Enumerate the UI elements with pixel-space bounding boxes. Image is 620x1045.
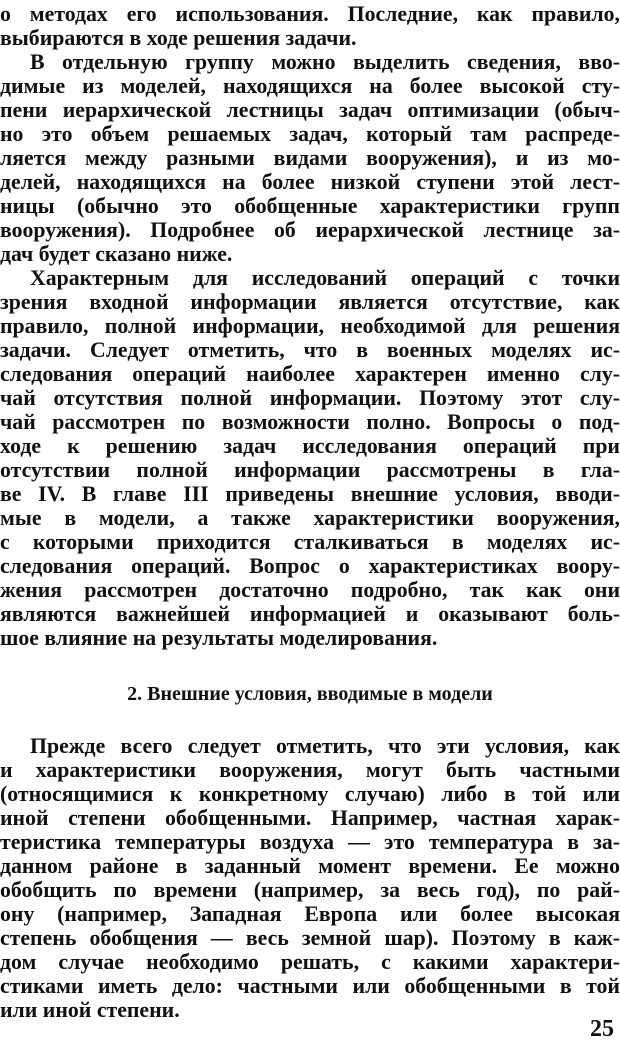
text-line: ходе к решению задач исследования операций при bbox=[0, 434, 620, 458]
text-line: являются важнейшей информацией и оказывают боль- bbox=[0, 602, 620, 626]
text-line: следования операций. Вопрос о характеристиках воору- bbox=[0, 554, 620, 578]
text-line: ляется между разными видами вооружения), и из мо- bbox=[0, 146, 620, 170]
text-line: степень обобщения — весь земной шар). Поэтому в каж- bbox=[0, 926, 620, 950]
text-line: с которыми приходится сталкиваться в моделях ис- bbox=[0, 530, 620, 554]
text-line: дом случае необходимо решать, с какими характери- bbox=[0, 950, 620, 974]
text-line: следования операций наиболее характерен именно слу- bbox=[0, 362, 620, 386]
text-line: о методах его использования. Последние, как правило, bbox=[0, 2, 620, 26]
text-line: выбираются в ходе решения задачи. bbox=[0, 26, 357, 50]
text-line: обобщить по времени (например, за весь год), по рай- bbox=[0, 878, 620, 902]
text-line: правило, полной информации, необходимой для решения bbox=[0, 314, 620, 338]
text-line: Прежде всего следует отметить, что эти условия, как bbox=[30, 734, 620, 758]
text-line: дач будет сказано ниже. bbox=[0, 242, 233, 266]
text-line: ницы (обычно это обобщенные характеристики групп bbox=[0, 194, 620, 218]
text-line: чай отсутствия полной информации. Поэтому этот слу- bbox=[0, 386, 620, 410]
text-line: шое влияние на результаты моделирования. bbox=[0, 626, 438, 650]
section-heading: 2. Внешние условия, вводимые в модели bbox=[127, 683, 493, 705]
text-line: данном районе в заданный момент времени. Ее можно bbox=[0, 854, 620, 878]
text-line: димые из моделей, находящихся на более высокой сту- bbox=[0, 74, 620, 98]
text-line: пени иерархической лестницы задач оптимизации (обыч- bbox=[0, 98, 620, 122]
text-line: или иной степени. bbox=[0, 998, 180, 1022]
page-number: 25 bbox=[590, 1016, 614, 1042]
text-line: В отдельную группу можно выделить сведения, вво- bbox=[30, 50, 620, 74]
text-line: отсутствии полной информации рассмотрены в гла- bbox=[0, 458, 620, 482]
text-line: но это объем решаемых задач, который там распреде- bbox=[0, 122, 620, 146]
text-line: вооружения). Подробнее об иерархической лестнице за- bbox=[0, 218, 620, 242]
text-line: мые в модели, а также характеристики вооружения, bbox=[0, 506, 620, 530]
text-line: ону (например, Западная Европа или более высокая bbox=[0, 902, 620, 926]
text-line: задачи. Следует отметить, что в военных моделях ис- bbox=[0, 338, 620, 362]
text-line: зрения входной информации является отсутствие, как bbox=[0, 290, 620, 314]
text-line: и характеристики вооружения, могут быть частными bbox=[0, 758, 620, 782]
text-line: Характерным для исследований операций с точки bbox=[30, 266, 620, 290]
text-line: чай рассмотрен по возможности полно. Вопросы о под- bbox=[0, 410, 620, 434]
text-line: теристика температуры воздуха — это температура в за- bbox=[0, 830, 620, 854]
text-line: жения рассмотрен достаточно подробно, так как они bbox=[0, 578, 620, 602]
text-line: стиками иметь дело: частными или обобщенными в той bbox=[0, 974, 620, 998]
text-line: делей, находящихся на более низкой ступени этой лест- bbox=[0, 170, 620, 194]
text-line: (относящимися к конкретному случаю) либо в той или bbox=[0, 782, 620, 806]
text-line: ве IV. В главе III приведены внешние условия, вводи- bbox=[0, 482, 620, 506]
text-line: иной степени обобщенными. Например, частная харак- bbox=[0, 806, 620, 830]
